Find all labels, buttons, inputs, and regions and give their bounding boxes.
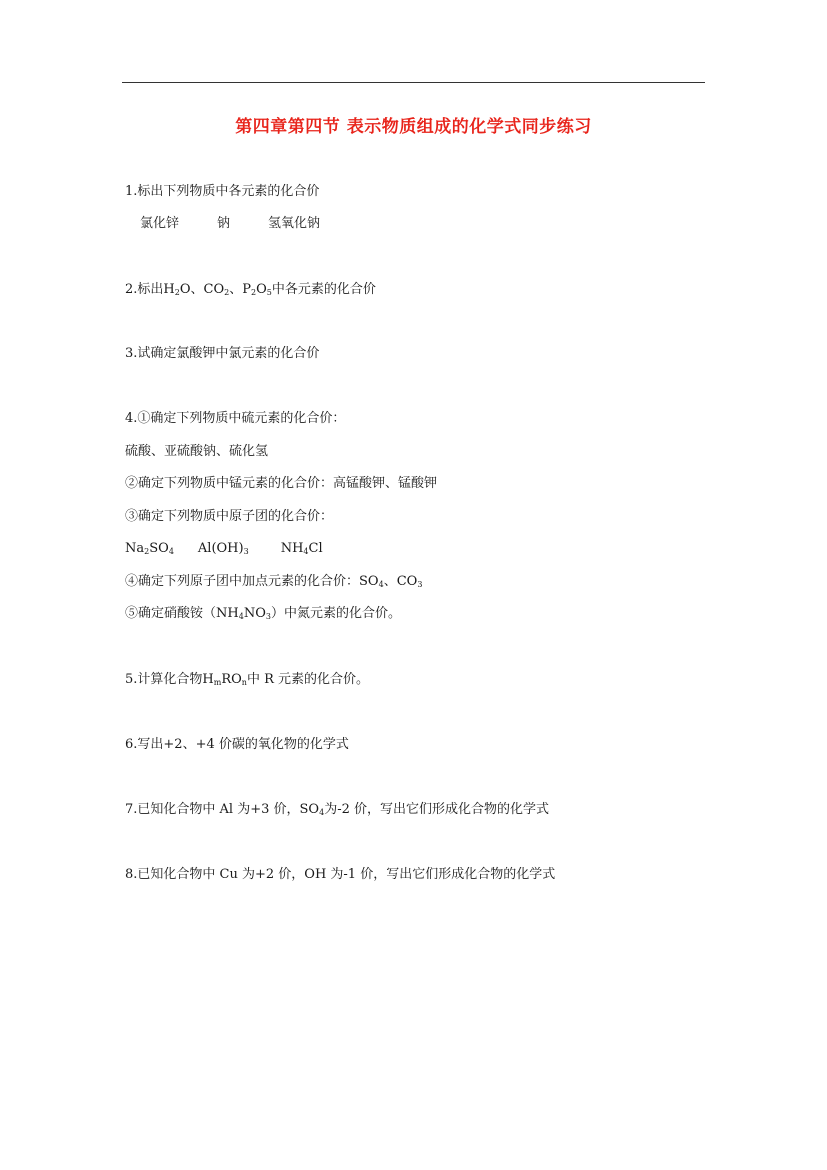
question-4-line-3: ②确定下列物质中锰元素的化合价：高锰酸钾、锰酸钾: [125, 476, 438, 491]
question-1: 1.标出下列物质中各元素的化合价: [125, 184, 320, 199]
question-5: 5.计算化合物$H_mRO_n$中 R 元素的化合价。: [125, 672, 370, 687]
question-6: 6.写出+2、+4 价碳的氧化物的化学式: [125, 737, 349, 752]
item-sodium-hydroxide: 氢氧化钠: [268, 216, 321, 231]
question-4-line-5: [125, 540, 323, 558]
item-zinc-chloride: 氯化锌: [140, 216, 180, 231]
question-2: 2.标出$H_2O$、$CO_2$、$P_2O_5$中各元素的化合价: [125, 282, 376, 297]
formula-aluminium-hydroxide: $Al(OH)_3$: [197, 541, 249, 556]
formula-sodium-sulfate: $Na_2SO_4$: [125, 541, 174, 556]
question-1-items: [140, 215, 320, 233]
question-4-line-2: 硫酸、亚硫酸钠、硫化氢: [125, 444, 269, 459]
page-title: 第四章第四节 表示物质组成的化学式同步练习: [235, 117, 592, 137]
question-3: 3.试确定氯酸钾中氯元素的化合价: [125, 346, 320, 361]
question-4-line-4: ③确定下列物质中原子团的化合价：: [125, 509, 334, 524]
item-sodium: 钠: [217, 216, 231, 231]
formula-ammonium-chloride: $NH_4Cl$: [280, 541, 323, 556]
question-8: 8.已知化合物中 Cu 为+2 价，OH 为-1 价，写出它们形成化合物的化学式: [125, 867, 556, 882]
header-rule: [122, 82, 705, 83]
question-7: 7.已知化合物中 Al 为+3 价，$SO_4$为-2 价，写出它们形成化合物的化学式: [125, 802, 549, 817]
question-4-line-6: ④确定下列原子团中加点元素的化合价：$SO_4$、$CO_3$: [125, 574, 423, 589]
question-4-line-7: ⑤确定硝酸铵$(NH_4NO_3)$中氮元素的化合价。: [125, 606, 401, 621]
question-4-line-1: 4.①确定下列物质中硫元素的化合价：: [125, 411, 346, 426]
